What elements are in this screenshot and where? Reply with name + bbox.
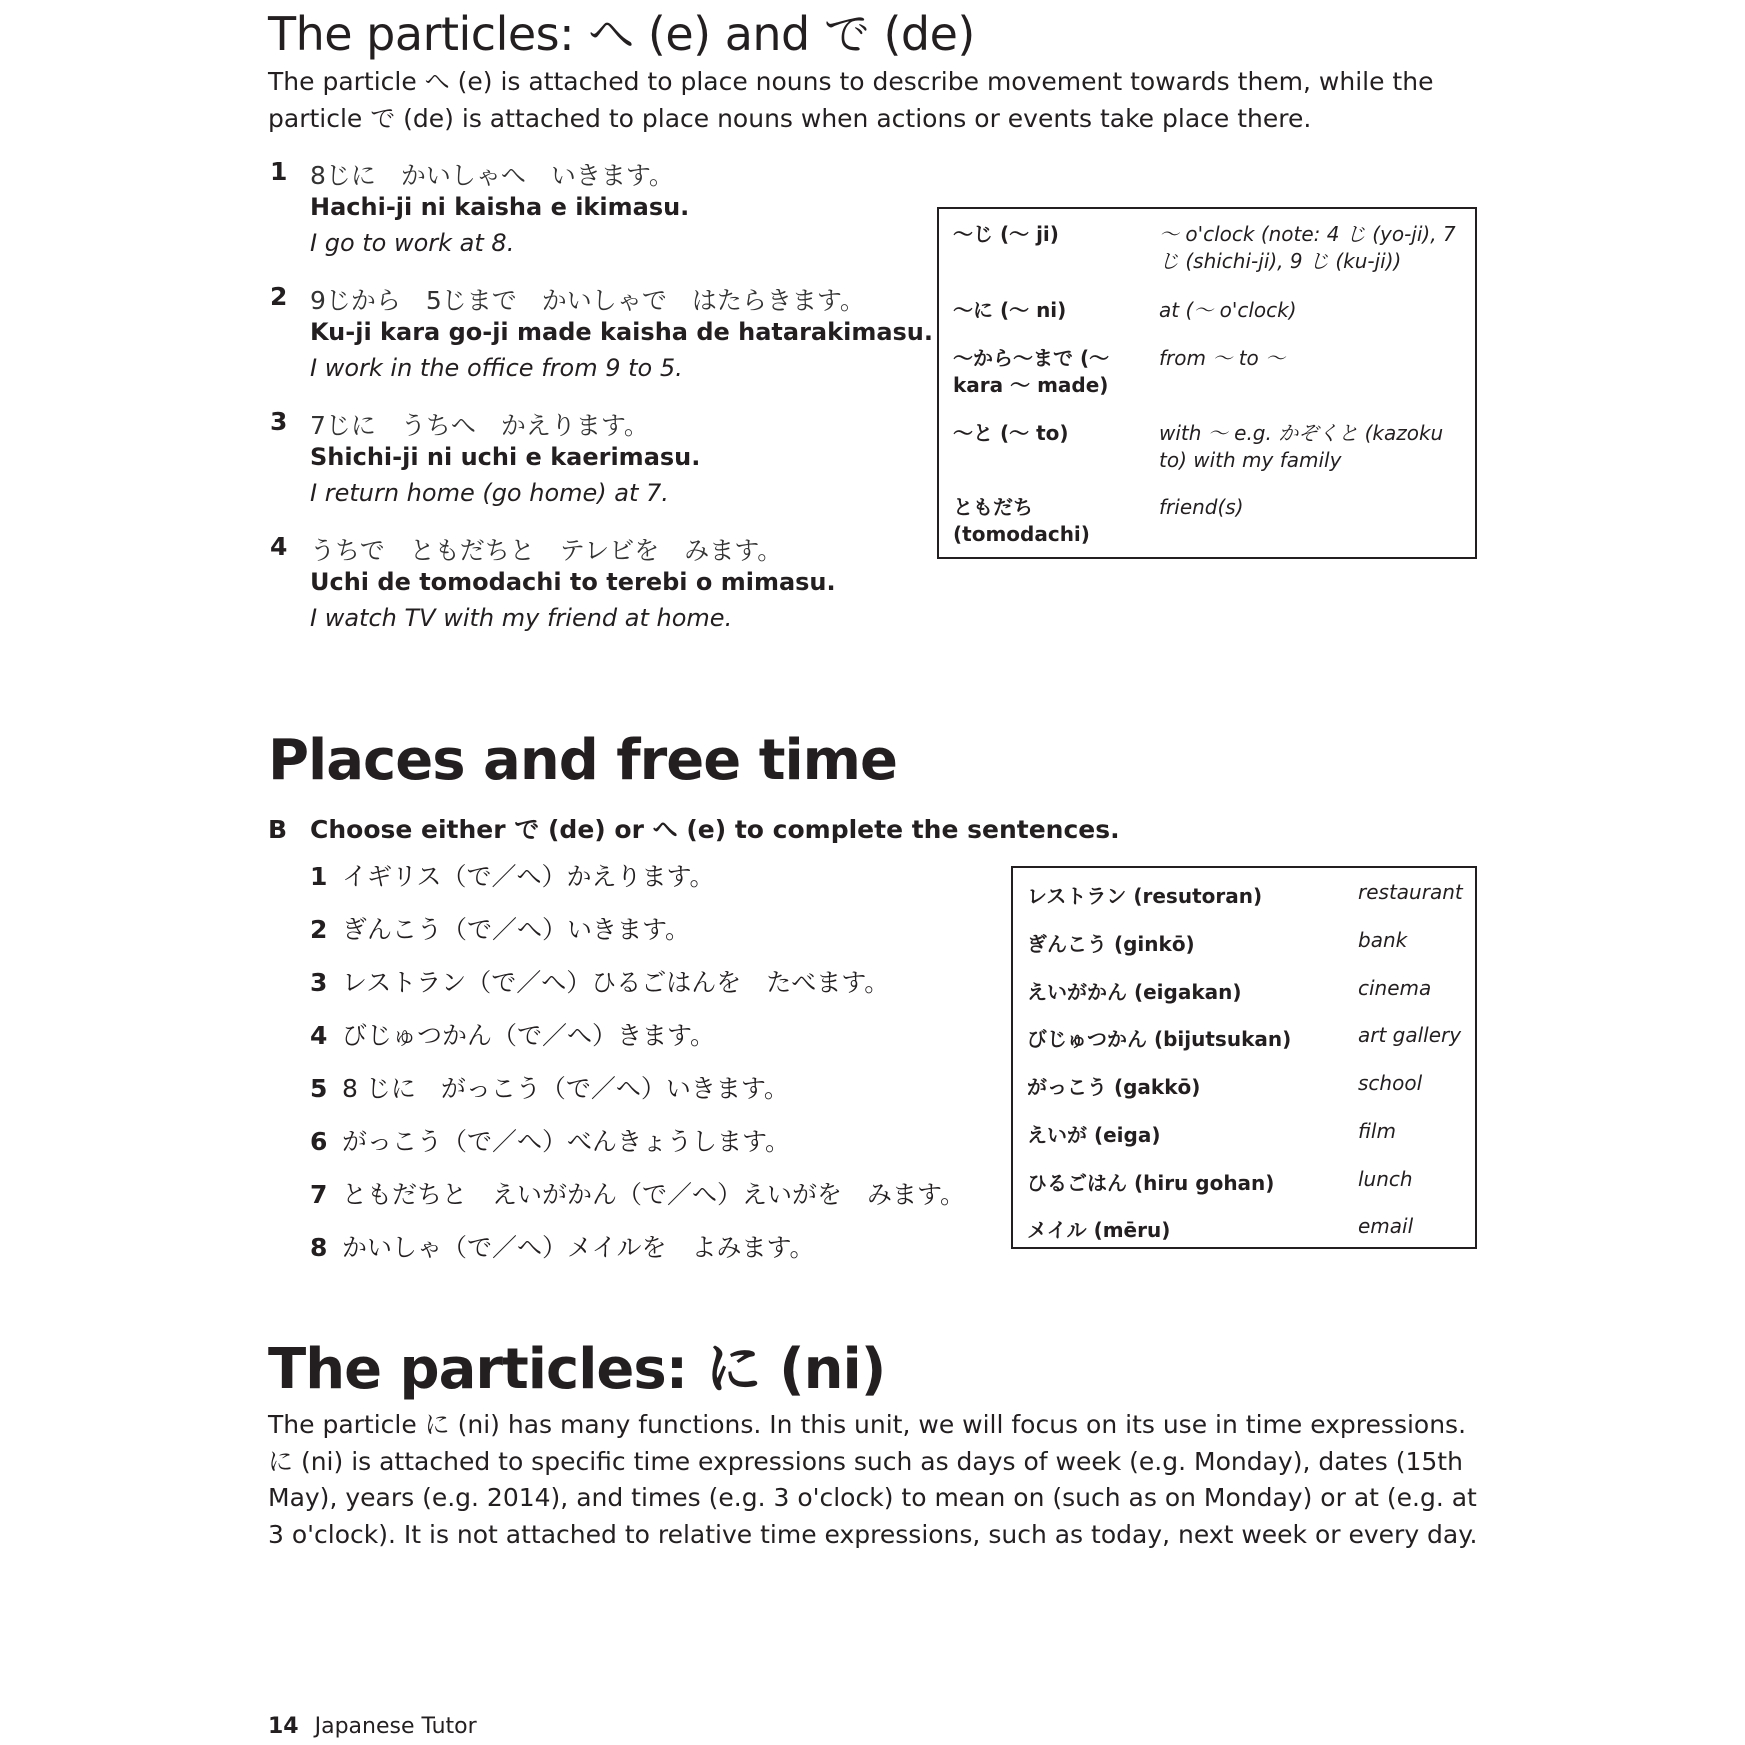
exercise-label: B	[268, 815, 288, 844]
ni-paragraph: The particle に (ni) has many functions. In this unit, we will focus on its use in time expressions. に (ni) is attached to specific time expressions such as days of week (e.g. Monday), dates (15th May), years (e.g. 2014), and times (e.g. 3 o'clock) to mean on (such as on Monday) or at (e.g. at 3 o'clock). It is not attached to relative time expressions, such as today, next week or every day.	[268, 1410, 1478, 1549]
example-japanese: 8じに かいしゃへ いきます。	[310, 161, 674, 190]
vocab-meaning: cinema	[1358, 976, 1432, 1000]
example-japanese: うちで ともだちと テレビを みます。	[310, 536, 783, 565]
instruction-text: Choose either で (de) or へ (e) to complete the sentences.	[310, 815, 1120, 844]
glossary-definition: with ～ e.g. かぞくと (kazoku to) with my family	[1159, 421, 1444, 472]
exercise-item	[310, 1016, 715, 1052]
glossary-term: ～に (～ ni)	[953, 298, 1067, 322]
exercise-item-text: ぎんこう（で／へ）いきます。	[342, 915, 691, 944]
glossary-term: ともだち (tomodachi)	[953, 495, 1090, 546]
exercise-item-number: 2	[310, 915, 328, 944]
section-title-particles-e-de: The particles: へ (e) and で (de)	[268, 7, 975, 61]
vocab-term: えいが (eiga)	[1027, 1123, 1161, 1147]
example-romaji: Ku-ji kara go-ji made kaisha de hatarakimasu.	[310, 318, 934, 346]
vocab-meaning: school	[1358, 1071, 1423, 1095]
vocab-meaning: email	[1358, 1214, 1414, 1238]
exercise-item	[310, 963, 889, 999]
example-number: 2	[270, 282, 288, 311]
vocab-meaning: art gallery	[1358, 1023, 1462, 1047]
exercise-item-text: がっこう（で／へ）べんきょうします。	[342, 1127, 791, 1156]
glossary-definition: at (～ o'clock)	[1159, 298, 1297, 322]
exercise-item	[310, 1122, 790, 1158]
glossary-term: ～から～まで (～ kara ～ made)	[953, 346, 1110, 397]
exercise-item-text: びじゅつかん（で／へ）きます。	[342, 1021, 716, 1050]
vocab-term: メイル (mēru)	[1027, 1218, 1171, 1242]
page-footer	[268, 1714, 477, 1739]
vocab-term: ぎんこう (ginkō)	[1027, 932, 1195, 956]
exercise-item-number: 8	[310, 1233, 328, 1262]
exercise-item-text: イギリス（で／へ）かえります。	[342, 862, 715, 891]
exercise-item-text: ともだちと えいがかん（で／へ）えいがを みます。	[342, 1180, 966, 1209]
exercise-item	[310, 1228, 815, 1264]
example-number: 1	[270, 157, 288, 186]
example-translation: I go to work at 8.	[310, 229, 515, 257]
example-romaji: Hachi-ji ni kaisha e ikimasu.	[310, 193, 690, 221]
exercise-item-text: レストラン（で／へ）ひるごはんを たべます。	[342, 968, 890, 997]
vocab-term: ひるごはん (hiru gohan)	[1027, 1171, 1275, 1195]
example-japanese: 9じから 5じまで かいしゃで はたらきます。	[310, 286, 865, 315]
vocab-term: えいがかん (eigakan)	[1027, 980, 1242, 1004]
exercise-item-number: 6	[310, 1127, 328, 1156]
example-translation: I return home (go home) at 7.	[310, 479, 669, 507]
example-number: 3	[270, 407, 288, 436]
glossary-box	[937, 207, 1477, 559]
exercise-item	[310, 1069, 789, 1105]
exercise-item-text: 8 じに がっこう（で／へ）いきます。	[342, 1074, 789, 1103]
example-translation: I work in the office from 9 to 5.	[310, 354, 683, 382]
example-number: 4	[270, 532, 288, 561]
exercise-item-number: 1	[310, 862, 328, 891]
exercise-list	[310, 857, 1010, 1277]
vocab-meaning: film	[1358, 1119, 1396, 1143]
vocab-term: びじゅつかん (bijutsukan)	[1027, 1027, 1292, 1051]
vocab-meaning: restaurant	[1358, 880, 1463, 904]
vocab-term: レストラン (resutoran)	[1027, 884, 1263, 908]
glossary-term: ～と (～ to)	[953, 421, 1069, 445]
example-item	[268, 528, 908, 653]
vocab-meaning: bank	[1358, 928, 1408, 952]
exercise-item	[310, 910, 690, 946]
exercise-instruction	[268, 810, 1120, 846]
exercise-item-number: 5	[310, 1074, 328, 1103]
example-romaji: Shichi-ji ni uchi e kaerimasu.	[310, 443, 701, 471]
example-japanese: 7じに うちへ かえります。	[310, 411, 649, 440]
exercise-item-number: 3	[310, 968, 328, 997]
example-translation: I watch TV with my friend at home.	[310, 604, 733, 632]
exercise-item	[310, 1175, 965, 1211]
glossary-term: ～じ (～ ji)	[953, 222, 1059, 246]
intro-paragraph: The particle へ (e) is attached to place nouns to describe movement towards them, while the particle で (de) is attached to place nouns when actions or events take place there.	[268, 67, 1434, 133]
glossary-definition: friend(s)	[1159, 495, 1244, 519]
exercise-item-number: 7	[310, 1180, 328, 1209]
exercise-item-text: かいしゃ（で／へ）メイルを よみます。	[342, 1233, 815, 1262]
glossary-definition: ～ o'clock (note: 4 じ (yo-ji), 7 じ (shichi-ji), 9 じ (ku-ji))	[1159, 222, 1456, 273]
vocab-box	[1011, 866, 1477, 1249]
exercise-item	[310, 857, 715, 893]
exercise-item-number: 4	[310, 1021, 328, 1050]
example-item	[268, 153, 908, 278]
example-item	[268, 278, 934, 403]
example-item	[268, 403, 908, 528]
vocab-meaning: lunch	[1358, 1167, 1413, 1191]
book-title: Japanese Tutor	[314, 1714, 477, 1739]
vocab-term: がっこう (gakkō)	[1027, 1075, 1201, 1099]
section-title-places: Places and free time	[268, 728, 898, 793]
section-title-particle-ni: The particles: に (ni)	[268, 1337, 886, 1402]
glossary-definition: from ～ to ～	[1159, 346, 1286, 370]
example-romaji: Uchi de tomodachi to terebi o mimasu.	[310, 568, 836, 596]
page-number: 14	[268, 1714, 299, 1739]
